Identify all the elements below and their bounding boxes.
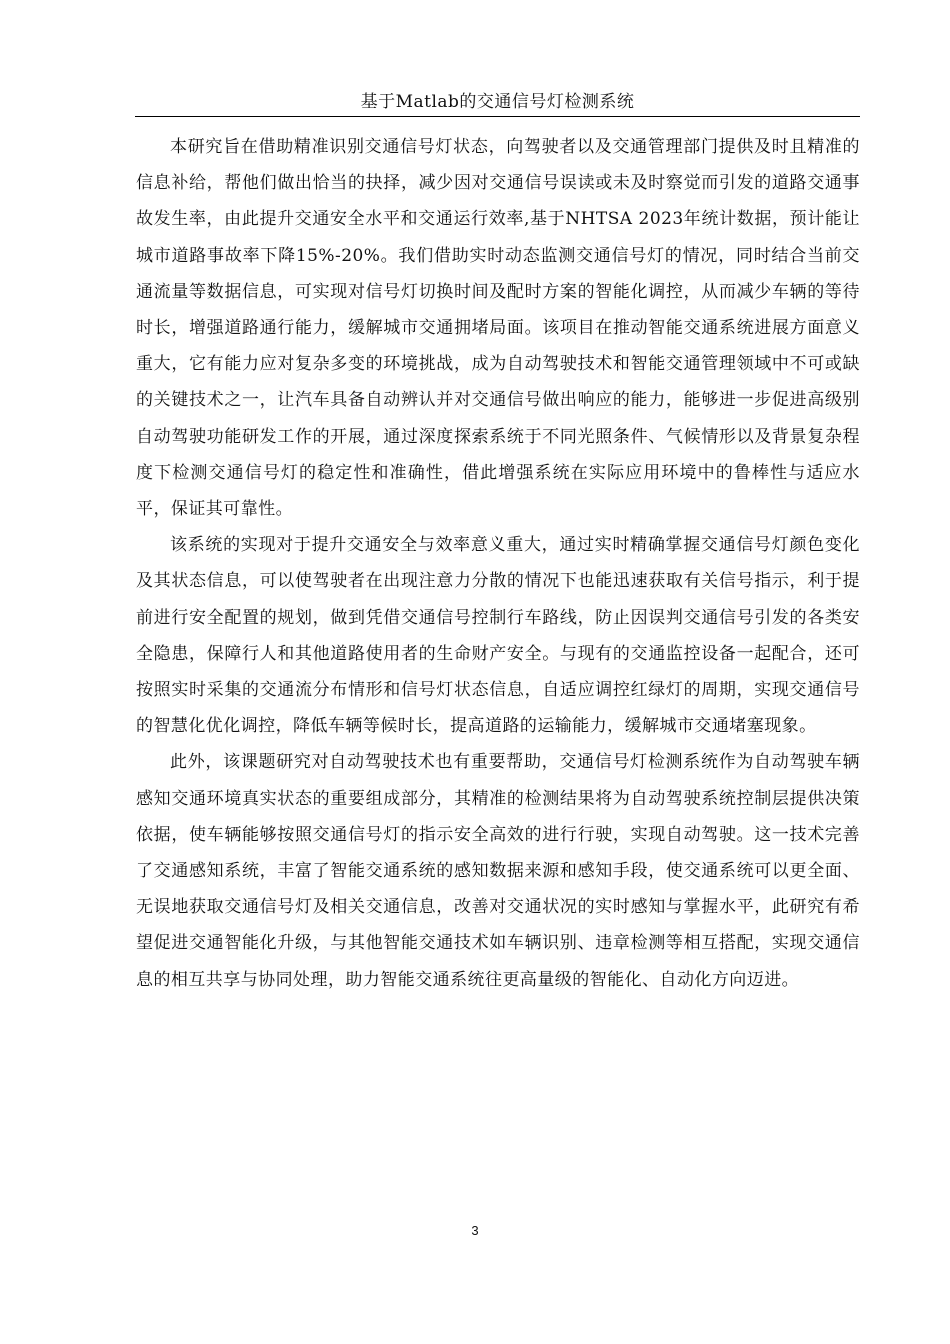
body-paragraph-2: 该系统的实现对于提升交通安全与效率意义重大，通过实时精确掌握交通信号灯颜色变化及其状态信息，可以使驾驶者在出现注意力分散的情况下也能迅速获取有关信号指示，利于提前进行安全配置的规划，做到凭借交通信号控制行车路线，防止因误判交通信号引发的各类安全隐患，保障行人和其他道路使用者的生命财产安全。与现有的交通监控设备一起配合，还可按照实时采集的交通流分布情形和信号灯状态信息，自适应调控红绿灯的周期，实现交通信号的智慧化优化调控，降低车辆等候时长，提高道路的运输能力，缓解城市交通堵塞现象。 bbox=[136, 535, 860, 737]
page-number: 3 bbox=[471, 1223, 479, 1238]
document-body bbox=[136, 129, 860, 998]
page-header bbox=[135, 88, 860, 117]
body-paragraph-1: 本研究旨在借助精准识别交通信号灯状态，向驾驶者以及交通管理部门提供及时且精准的信息补给，帮他们做出恰当的抉择，减少因对交通信号误读或未及时察觉而引发的道路交通事故发生率，由此提升交通安全水平和交通运行效率,基于NHTSA 2023年统计数据，预计能让城市道路事故率下降15%-20%。我们借助实时动态监测交通信号灯的情况，同时结合当前交通流量等数据信息，可实现对信号灯切换时间及配时方案的智能化调控，从而减少车辆的等待时长，增强道路通行能力，缓解城市交通拥堵局面。该项目在推动智能交通系统进展方面意义重大，它有能力应对复杂多变的环境挑战，成为自动驾驶技术和智能交通管理领域中不可或缺的关键技术之一，让汽车具备自动辨认并对交通信号做出响应的能力，能够进一步促进高级别自动驾驶功能研发工作的开展，通过深度探索系统于不同光照条件、气候情形以及背景复杂程度下检测交通信号灯的稳定性和准确性，借此增强系统在实际应用环境中的鲁棒性与适应水平，保证其可靠性。 bbox=[136, 137, 860, 520]
page-header-title: 基于Matlab的交通信号灯检测系统 bbox=[360, 92, 635, 112]
body-paragraph-3: 此外，该课题研究对自动驾驶技术也有重要帮助，交通信号灯检测系统作为自动驾驶车辆感知交通环境真实状态的重要组成部分，其精准的检测结果将为自动驾驶系统控制层提供决策依据，使车辆能够按照交通信号灯的指示安全高效的进行行驶，实现自动驾驶。这一技术完善了交通感知系统，丰富了智能交通系统的感知数据来源和感知手段，使交通系统可以更全面、无误地获取交通信号灯及相关交通信息，改善对交通状况的实时感知与掌握水平，此研究有希望促进交通智能化升级，与其他智能交通技术如车辆识别、违章检测等相互搭配，实现交通信息的相互共享与协同处理，助力智能交通系统往更高量级的智能化、自动化方向迈进。 bbox=[136, 752, 860, 990]
